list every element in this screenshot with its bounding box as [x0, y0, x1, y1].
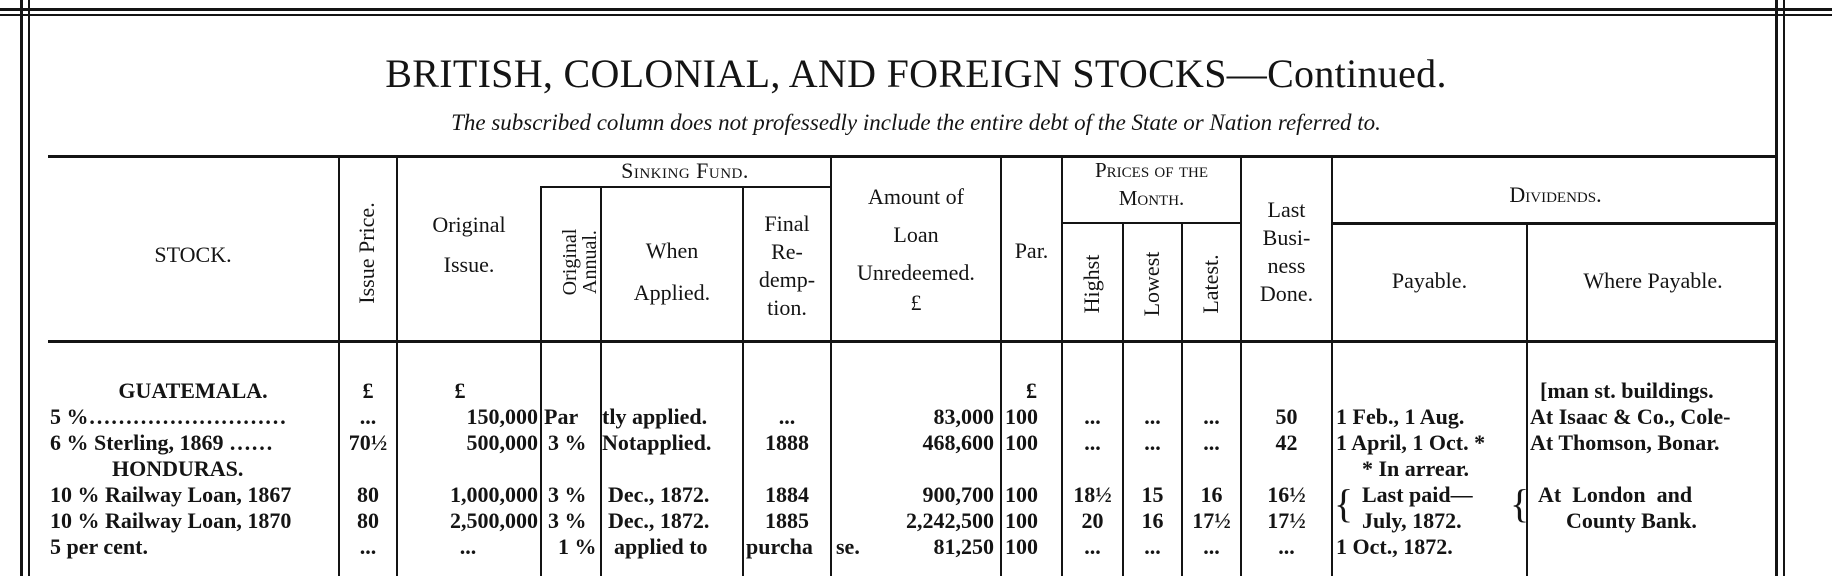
- header-top-rule: [48, 155, 1778, 158]
- cell-when-applied: applied to: [614, 534, 708, 559]
- cell-lowest: ...: [1144, 534, 1161, 559]
- header-final-line2: Re-: [771, 239, 803, 264]
- cell-amount: 2,242,500: [906, 508, 994, 533]
- page-subtitle: The subscribed column does not professedly include the entire debt of the State or Nation referred to.: [451, 110, 1381, 135]
- col-div-7: [1000, 157, 1002, 576]
- dividends-rule: [1333, 222, 1778, 225]
- header-last-business-done: [1242, 196, 1331, 308]
- arrear-note: * In arrear.: [1362, 456, 1469, 481]
- header-issue-price: Issue Price.: [354, 202, 379, 304]
- cell-last: 16½: [1267, 482, 1306, 507]
- cell-stock: 10 % Railway Loan, 1867: [50, 482, 292, 507]
- cell-annual: 1 %: [558, 534, 597, 559]
- cell-when-applied: Dec., 1872.: [608, 482, 710, 507]
- header-original-annual-2: Annual.: [579, 230, 601, 294]
- header-prices-line2: Month.: [1118, 186, 1185, 210]
- cell-amount: 83,000: [933, 404, 994, 429]
- cell-par: 100: [1005, 534, 1038, 559]
- header-when-applied-line2: Applied.: [633, 280, 711, 305]
- header-bottom-rule: [48, 340, 1778, 343]
- cell-lowest: ...: [1144, 404, 1161, 429]
- header-highest: Highst: [1079, 254, 1104, 314]
- col-div-12: [1331, 157, 1333, 576]
- cell-final: 1888: [765, 430, 809, 455]
- header-dividends: Dividends.: [1509, 182, 1602, 207]
- cell-par: 100: [1005, 482, 1038, 507]
- header-final-redemption: [744, 210, 830, 322]
- cell-issue-price: 80: [357, 482, 379, 507]
- cell-payable: 1 Feb., 1 Aug.: [1336, 404, 1465, 429]
- header-final-line4: tion.: [767, 295, 807, 320]
- header-where-payable: Where Payable.: [1583, 268, 1723, 293]
- cell-stock: 5 %………………………: [50, 404, 287, 429]
- cell-original-issue: 2,500,000: [450, 508, 538, 533]
- cell-where: At Isaac & Co., Cole-: [1530, 404, 1731, 429]
- cell-when-applied: tly applied.: [602, 404, 708, 429]
- where-continuation: [man st. buildings.: [1540, 378, 1714, 403]
- cell-par: 100: [1005, 508, 1038, 533]
- cell-annual: Par: [544, 404, 579, 429]
- header-original-issue: [398, 210, 540, 280]
- header-stock: STOCK.: [154, 242, 232, 267]
- cell-where: County Bank.: [1566, 508, 1697, 533]
- cell-amount: 900,700: [922, 482, 994, 507]
- header-original-issue-line1: Original: [432, 212, 506, 237]
- cell-highest: ...: [1084, 404, 1101, 429]
- header-amount-of-loan: [832, 178, 1000, 314]
- cell-amount: 81,250: [933, 534, 994, 559]
- cell-lowest: 15: [1141, 482, 1164, 507]
- header-when-applied: [602, 236, 742, 308]
- cell-latest: ...: [1203, 534, 1220, 559]
- cell-issue-price: ...: [359, 534, 377, 559]
- cell-latest: ...: [1203, 430, 1220, 455]
- right-brace-payable: {: [1510, 481, 1530, 526]
- cell-payable: Last paid—: [1362, 482, 1473, 507]
- header-par: Par.: [1014, 238, 1049, 263]
- header-lowest: Lowest: [1139, 251, 1164, 317]
- cell-original-issue: 500,000: [466, 430, 538, 455]
- section-honduras: HONDURAS.: [112, 456, 244, 481]
- page-title: BRITISH, COLONIAL, AND FOREIGN STOCKS—Continued.: [385, 51, 1447, 96]
- cell-par: 100: [1005, 430, 1038, 455]
- cell-when-applied: Dec., 1872.: [608, 508, 710, 533]
- cell-issue-price: 80: [357, 508, 379, 533]
- cell-highest: 18½: [1073, 482, 1112, 507]
- header-latest: Latest.: [1198, 254, 1223, 314]
- cell-highest: ...: [1084, 534, 1101, 559]
- cell-payable: July, 1872.: [1362, 508, 1462, 533]
- cell-last: 42: [1275, 430, 1298, 455]
- cell-original-issue: ...: [459, 534, 477, 559]
- cell-highest: ...: [1084, 430, 1101, 455]
- cell-amount-prefix: se.: [836, 534, 860, 559]
- cell-where: At Thomson, Bonar.: [1530, 430, 1720, 455]
- top-rule-2: [0, 14, 1832, 16]
- cell-payable: 1 April, 1 Oct. *: [1336, 430, 1486, 455]
- header-last-line2: Busi-: [1262, 225, 1311, 250]
- header-amount-line2: Loan: [893, 222, 939, 247]
- cell-latest: 16: [1200, 482, 1223, 507]
- col-div-3: [540, 186, 542, 576]
- cell-payable: 1 Oct., 1872.: [1336, 534, 1453, 559]
- cell-annual: 3 %: [548, 508, 587, 533]
- issue-price-currency: £: [362, 378, 374, 403]
- header-amount-line4: £: [910, 290, 922, 315]
- cell-where: At London and: [1538, 482, 1693, 507]
- cell-annual: 3 %: [548, 430, 587, 455]
- cell-latest: 17½: [1192, 508, 1231, 533]
- section-guatemala: GUATEMALA.: [118, 378, 268, 403]
- header-original-issue-line2: Issue.: [443, 252, 495, 277]
- par-currency: £: [1026, 378, 1037, 403]
- header-amount-line3: Unredeemed.: [857, 260, 975, 285]
- header-prices-line1: Prices of the: [1094, 158, 1209, 182]
- cell-last: 17½: [1267, 508, 1306, 533]
- header-when-applied-line1: When: [645, 238, 699, 263]
- cell-issue-price: ...: [359, 404, 377, 429]
- header-final-line1: Final: [764, 211, 810, 236]
- header-last-line3: ness: [1267, 253, 1306, 278]
- cell-stock: 6 % Sterling, 1869 ……: [50, 430, 274, 455]
- cell-stock: 10 % Railway Loan, 1870: [50, 508, 292, 533]
- cell-final: 1884: [765, 482, 809, 507]
- top-rule: [0, 8, 1832, 11]
- header-last-line1: Last: [1267, 197, 1306, 222]
- cell-last: 50: [1275, 404, 1298, 429]
- cell-original-issue: 150,000: [466, 404, 538, 429]
- cell-lowest: ...: [1144, 430, 1161, 455]
- header-last-line4: Done.: [1259, 281, 1314, 306]
- sinking-fund-rule: [540, 186, 830, 188]
- header-payable: Payable.: [1391, 268, 1468, 293]
- cell-annual: 3 %: [548, 482, 587, 507]
- cell-highest: 20: [1081, 508, 1104, 533]
- cell-original-issue: 1,000,000: [450, 482, 538, 507]
- cell-when-applied: Notapplied.: [602, 430, 712, 455]
- cell-final: purcha: [746, 534, 813, 559]
- cell-lowest: 16: [1141, 508, 1164, 533]
- cell-stock: 5 per cent.: [50, 534, 148, 559]
- cell-amount: 468,600: [922, 430, 994, 455]
- header-final-line3: demp-: [758, 267, 816, 292]
- cell-last: ...: [1278, 534, 1295, 559]
- header-sinking-fund: Sinking Fund.: [621, 158, 749, 183]
- cell-issue-price: 70½: [348, 430, 388, 455]
- cell-final: 1885: [765, 508, 809, 533]
- cell-final: ...: [778, 404, 796, 429]
- original-issue-currency: £: [454, 378, 466, 403]
- header-original-annual-1: Original: [559, 228, 581, 296]
- cell-par: 100: [1005, 404, 1038, 429]
- left-brace-payable: {: [1334, 481, 1354, 526]
- cell-latest: ...: [1203, 404, 1220, 429]
- header-amount-line1: Amount of: [868, 184, 964, 209]
- header-prices-of-month: [1063, 156, 1240, 212]
